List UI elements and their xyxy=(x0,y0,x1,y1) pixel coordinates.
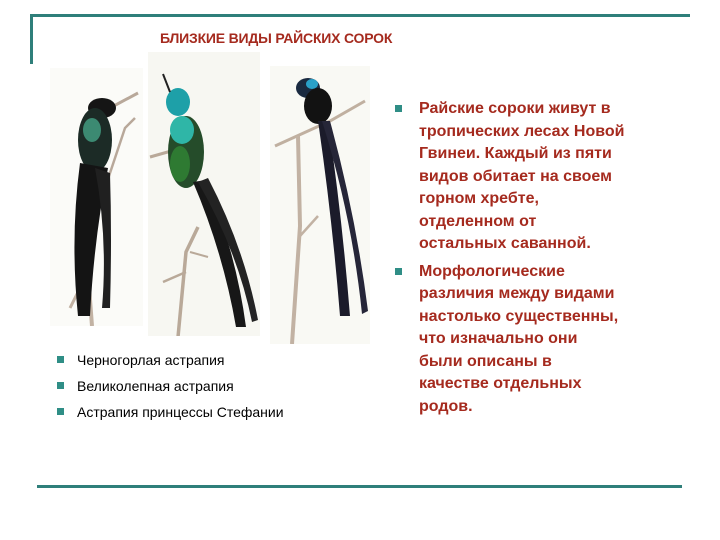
square-bullet-icon xyxy=(395,268,402,275)
frame-top-rule xyxy=(30,14,690,17)
fact-line: различия между видами xyxy=(419,285,615,302)
species-item xyxy=(57,376,284,402)
species-list xyxy=(57,350,284,428)
slide-title: БЛИЗКИЕ ВИДЫ РАЙСКИХ СОРОК xyxy=(160,30,393,46)
square-bullet-icon xyxy=(395,105,402,112)
fact-line: отделенном от xyxy=(419,212,537,230)
fact-line: остальных саванной. xyxy=(419,235,591,252)
species-item xyxy=(57,402,284,428)
fact-line: тропических лесах Новой xyxy=(419,122,625,140)
fact-line: Райские сороки живут в xyxy=(419,100,611,117)
fact-line: видов обитает на своем xyxy=(419,167,612,185)
fact-item xyxy=(395,98,695,256)
splendid-astrapia-photo xyxy=(148,52,260,336)
princess-stephanie-astrapia-photo xyxy=(270,66,370,344)
square-bullet-icon xyxy=(57,408,64,415)
frame-bottom-rule xyxy=(37,485,682,488)
fact-item xyxy=(395,261,695,419)
fact-line: что изначально они xyxy=(419,330,578,347)
fact-line: Гвинеи. Каждый из пяти xyxy=(419,145,612,162)
fact-line: были описаны в xyxy=(419,352,552,370)
species-label: Великолепная астрапия xyxy=(77,378,234,394)
fact-line: горном хребте, xyxy=(419,190,539,207)
fact-line: качестве отдельных xyxy=(419,375,582,392)
species-label: Астрапия принцессы Стефании xyxy=(77,404,284,420)
black-throated-astrapia-photo xyxy=(50,68,143,326)
fact-line: настолько существенны, xyxy=(419,307,619,325)
square-bullet-icon xyxy=(57,356,64,363)
fact-line: родов. xyxy=(419,397,473,415)
species-label: Черногорлая астрапия xyxy=(77,352,225,368)
species-item xyxy=(57,350,284,376)
square-bullet-icon xyxy=(57,382,64,389)
frame-left-rule xyxy=(30,14,33,64)
facts-list xyxy=(395,98,695,418)
fact-line: Морфологические xyxy=(419,262,565,280)
